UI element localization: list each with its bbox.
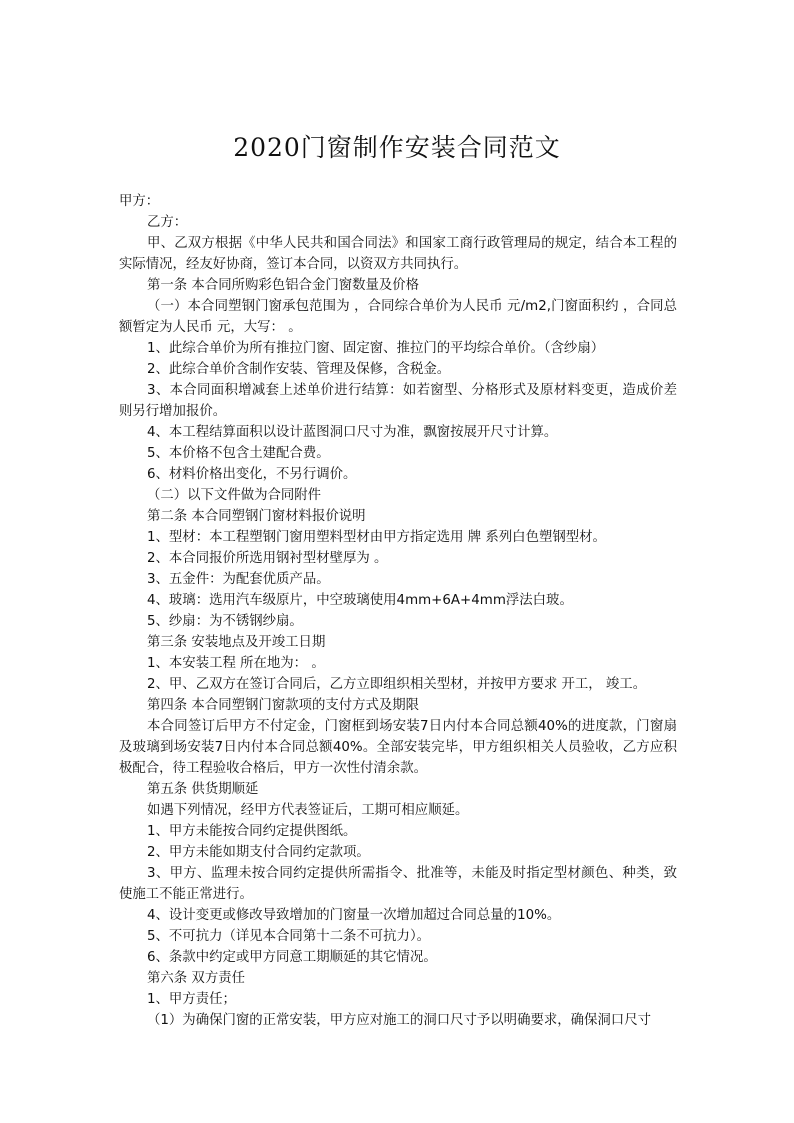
list-item: 6、材料价格出变化，不另行调价。 (147, 467, 357, 482)
list-item: 4、设计变更或修改导致增加的门窗量一次增加超过合同总量的10%。 (147, 908, 561, 923)
list-item: 4、玻璃：选用汽车级原片，中空玻璃使用4mm+6A+4mm浮法白玻。 (147, 593, 573, 608)
document-body (119, 191, 677, 1031)
list-item: 2、甲、乙双方在签订合同后，乙方立即组织相关型材，并按甲方要求 开工， 竣工。 (147, 677, 647, 692)
list-item: 3、五金件：为配套优质产品。 (147, 572, 330, 587)
body-paragraph: 如遇下列情况，经甲方代表签证后，工期可相应顺延。 (147, 803, 469, 818)
party-a-line: 甲方： (119, 194, 160, 209)
document-title: 2020门窗制作安装合同范文 (233, 133, 561, 162)
article-heading: 第二条 本合同塑钢门窗材料报价说明 (147, 509, 366, 524)
body-paragraph: 本合同签订后甲方不付定金，门窗框到场安装7日内付本合同总额40%的进度款，门窗扇及玻璃到场安装7日内付本合同总额40%。全部安装完毕，甲方组织相关人员验收，乙方应积极配合，待工程验收合格后，甲方一次性付清余款。 (119, 719, 677, 776)
party-b-line: 乙方： (147, 215, 188, 230)
article-heading: 第五条 供货期顺延 (147, 782, 259, 797)
list-item: 5、本价格不包含土建配合费。 (147, 446, 330, 461)
article-heading: 第四条 本合同塑钢门窗款项的支付方式及期限 (147, 698, 420, 713)
list-item: 1、此综合单价为所有推拉门窗、固定窗、推拉门的平均综合单价。（含纱扇） (147, 341, 605, 356)
section-heading: （二）以下文件做为合同附件 (147, 488, 322, 503)
list-item: 4、本工程结算面积以设计蓝图洞口尺寸为准，飘窗按展开尺寸计算。 (147, 425, 558, 440)
list-item: 5、不可抗力（详见本合同第十二条不可抗力）。 (147, 929, 431, 944)
list-item: 1、本安装工程 所在地为： 。 (147, 656, 325, 671)
article-heading: 第六条 双方责任 (147, 971, 245, 986)
article-heading: 第三条 安装地点及开竣工日期 (147, 635, 326, 650)
list-item: 2、此综合单价含制作安装、管理及保修，含税金。 (147, 362, 451, 377)
list-item: 6、条款中约定或甲方同意工期顺延的其它情况。 (147, 950, 437, 965)
list-item: 5、纱扇：为不锈钢纱扇。 (147, 614, 303, 629)
list-item: 3、本合同面积增减套上述单价进行结算：如若窗型、分格形式及原材料变更，造成价差则另行增加报价。 (119, 383, 677, 419)
list-item: 2、甲方未能如期支付合同约定款项。 (147, 845, 370, 860)
list-item: 2、本合同报价所选用钢衬型材壁厚为 。 (147, 551, 388, 566)
list-item: 3、甲方、监理未按合同约定提供所需指令、批准等，未能及时指定型材颜色、种类，致使施工不能正常进行。 (119, 866, 677, 902)
list-item: 1、甲方未能按合同约定提供图纸。 (147, 824, 357, 839)
body-paragraph: （一）本合同塑钢门窗承包范围为 ，合同综合单价为人民币 元/m2,门窗面积约 ，合同总额暂定为人民币 元，大写： 。 (119, 299, 677, 335)
article-heading: 第一条 本合同所购彩色铝合金门窗数量及价格 (147, 278, 420, 293)
list-item: 1、甲方责任； (147, 992, 236, 1007)
preamble-paragraph: 甲、乙双方根据《中华人民共和国合同法》和国家工商行政管理局的规定，结合本工程的实际情况，经友好协商，签订本合同，以资双方共同执行。 (119, 236, 677, 272)
list-item: （1）为确保门窗的正常安装，甲方应对施工的洞口尺寸予以明确要求，确保洞口尺寸 (147, 1013, 651, 1028)
list-item: 1、型材：本工程塑钢门窗用塑料型材由甲方指定选用 牌 系列白色塑钢型材。 (147, 530, 606, 545)
